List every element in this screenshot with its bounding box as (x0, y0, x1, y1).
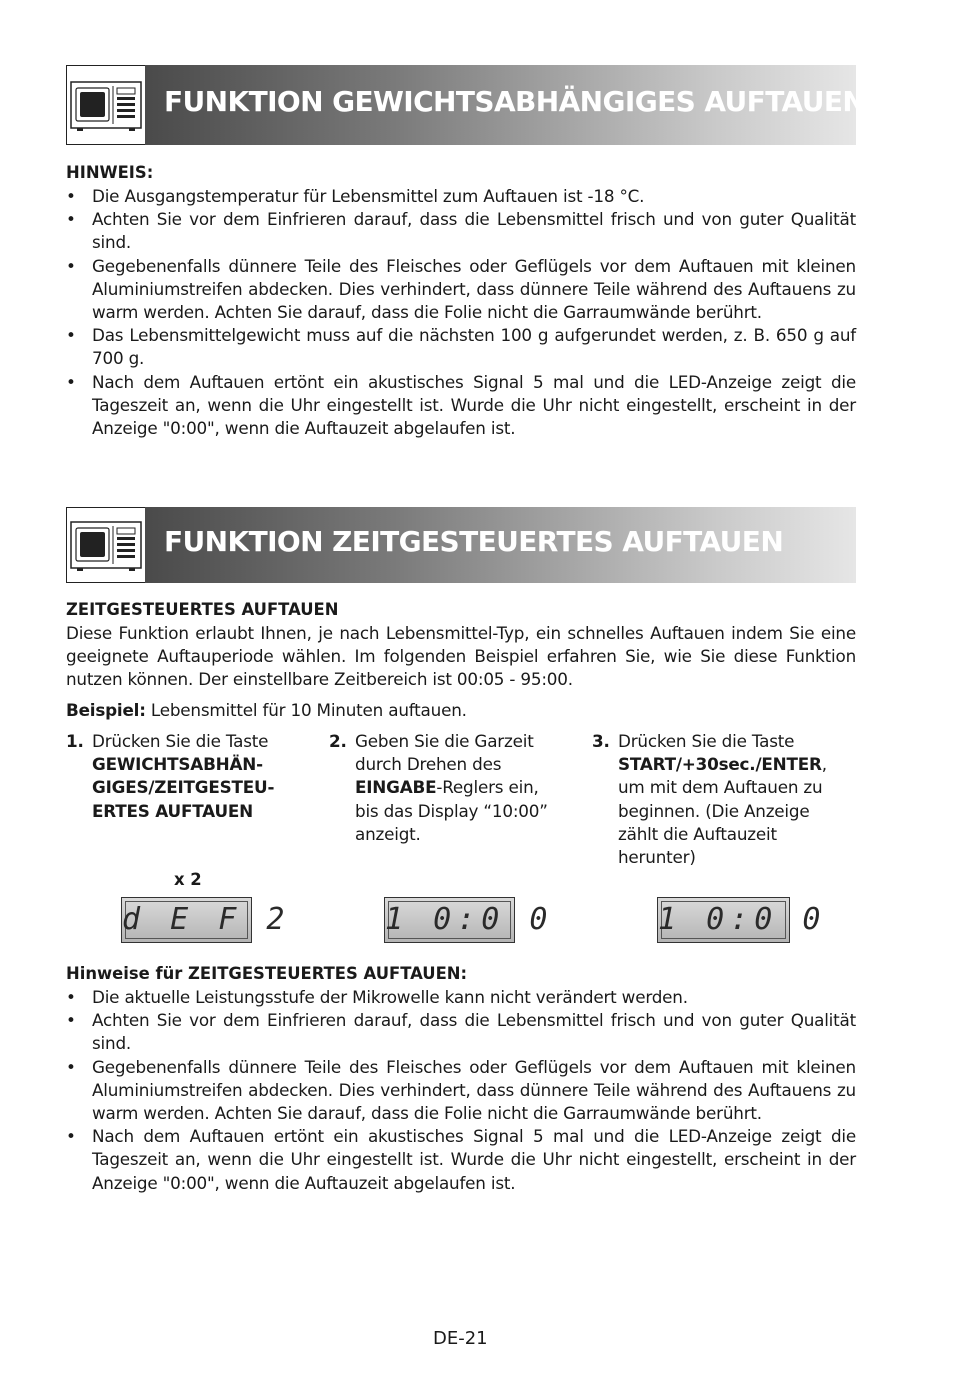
microwave-icon (66, 507, 146, 583)
press-count: x 2 (174, 870, 202, 889)
note-list (66, 185, 856, 440)
intro-paragraph: Diese Funktion erlaubt Ihnen, je nach Lebensmittel-Typ, ein schnelles Auftauen indem Sie eine geeignete Auftauperiode wählen. Im folgenden Beispiel erfahren Sie, wie Sie diese Funktion nutzen können. Der einstellbare Zeitbereich ist 00:05 - 95:00. (66, 623, 856, 690)
section-banner-time-defrost (66, 507, 856, 583)
example-line: Beispiel: Lebensmittel für 10 Minuten auftauen. (66, 700, 467, 720)
list-item: • Achten Sie vor dem Einfrieren darauf, dass die Lebensmittel frisch und von guter Qualität sind. (66, 1010, 856, 1054)
display-def2: d E F 2 (121, 897, 252, 943)
list-item: • Achten Sie vor dem Einfrieren darauf, dass die Lebensmittel frisch und von guter Qualität sind. (66, 209, 856, 253)
notes-list (66, 986, 856, 1195)
list-item: • Das Lebensmittelgewicht muss auf die nächsten 100 g aufgerundet werden, z. B. 650 g auf 700 g. (66, 325, 856, 369)
display-1000: 1 0:0 0 (384, 897, 515, 943)
list-item: • Nach dem Auftauen ertönt ein akustisches Signal 5 mal und die LED-Anzeige zeigt die Tageszeit an, wenn die Uhr eingestellt ist. Wurde die Uhr nicht eingestellt, erscheint in der Anzeige "0:00", wenn die Auftauzeit abgelaufen ist. (66, 1126, 856, 1193)
section-title: FUNKTION ZEITGESTEUERTES AUFTAUEN (164, 525, 784, 558)
section-title: FUNKTION GEWICHTSABHÄNGIGES AUFTAUEN (164, 85, 866, 118)
display-1000-countdown: 1 0:0 0 (657, 897, 790, 943)
list-item: • Gegebenenfalls dünnere Teile des Fleisches oder Geflügels vor dem Auftauen mit kleinen Aluminiumstreifen abdecken. Dies verhindert, dass dünnere Teile während des Auftauens zu warm werden. Achten Sie darauf, dass die Folie nicht die Garraumwände berührt. (66, 1056, 856, 1124)
note-heading: HINWEIS: (66, 163, 154, 182)
notes-heading: Hinweise für ZEITGESTEUERTES AUFTAUEN: (66, 964, 468, 983)
section-banner-weight-defrost (66, 65, 866, 145)
list-item: • Die Ausgangstemperatur für Lebensmittel zum Auftauen ist -18 °C. (66, 186, 645, 206)
subheading: ZEITGESTEUERTES AUFTAUEN (66, 600, 339, 619)
microwave-icon (66, 65, 146, 145)
list-item: • Gegebenenfalls dünnere Teile des Fleisches oder Geflügels vor dem Auftauen mit kleinen Aluminiumstreifen abdecken. Dies verhindert, dass dünnere Teile während des Auftauens zu warm werden. Achten Sie darauf, dass die Folie nicht die Garraumwände berührt. (66, 255, 856, 323)
list-item: • Die aktuelle Leistungsstufe der Mikrowelle kann nicht verändert werden. (66, 987, 688, 1007)
list-item: • Nach dem Auftauen ertönt ein akustisches Signal 5 mal und die LED-Anzeige zeigt die Tageszeit an, wenn die Uhr eingestellt ist. Wurde die Uhr nicht eingestellt, erscheint in der Anzeige "0:00", wenn die Auftauzeit abgelaufen ist. (66, 371, 856, 439)
page-number: DE-21 (433, 1328, 488, 1349)
